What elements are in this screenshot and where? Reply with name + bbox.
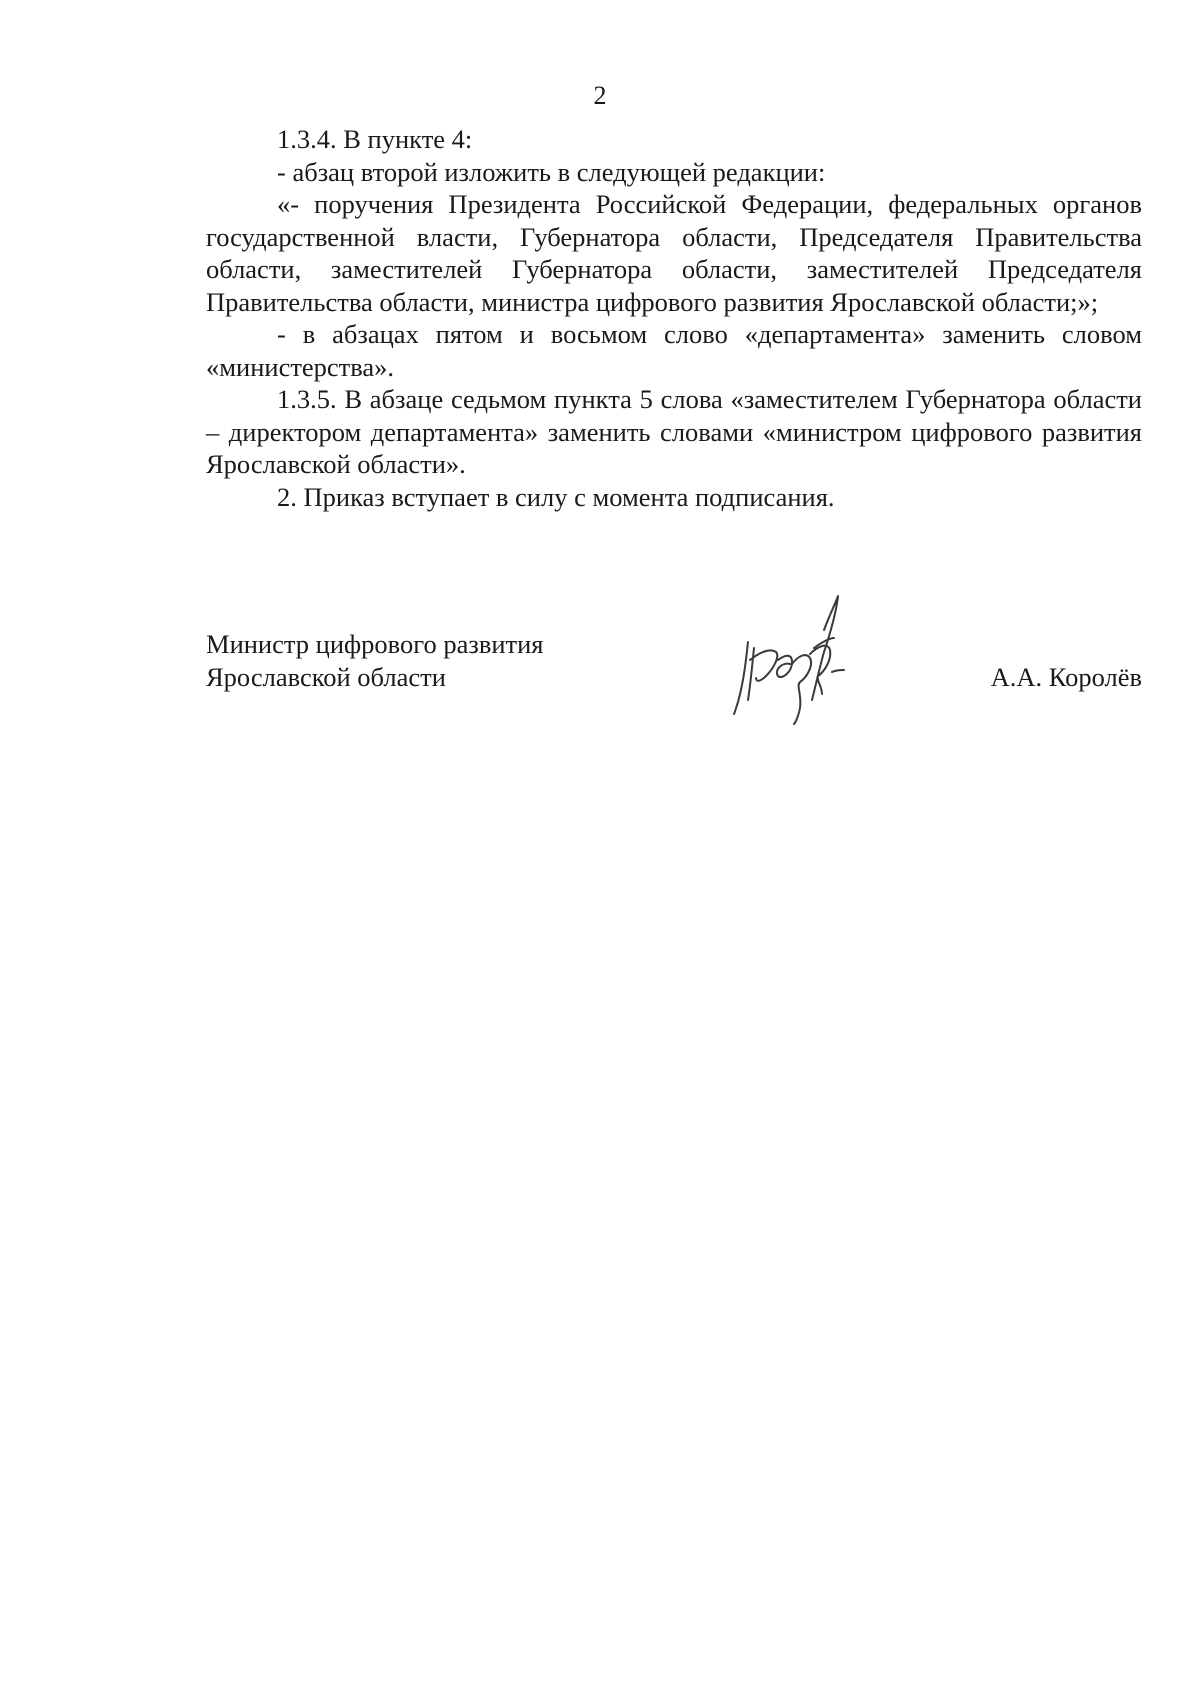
- signer-position-line-2: Ярославской области: [206, 662, 446, 692]
- handwritten-signature-icon: [726, 590, 876, 730]
- paragraph-1-3-4: 1.3.4. В пункте 4:: [277, 124, 473, 154]
- signer-position: [206, 628, 543, 694]
- paragraph-1-3-5: 1.3.5. В абзаце седьмом пункта 5 слова «заместителем Губернатора области – директором департамента» заменить словами «министром цифрового развития Ярославской области».: [206, 384, 1142, 479]
- paragraph-abzac-second: - абзац второй изложить в следующей редакции:: [277, 156, 826, 187]
- paragraph-abzac-replace: - в абзацах пятом и восьмом слово «департамента» заменить словом «министерства».: [206, 319, 1142, 382]
- document-body: [206, 123, 1142, 513]
- paragraph-quoted-text: «- поручения Президента Российской Федерации, федеральных органов государственной власти, Губернатора области, Председателя Правительства области, заместителей Губернатора области, заместителей Председателя Правительства области, министра цифрового развития Ярославской области;»;: [206, 189, 1142, 317]
- page-number: 2: [593, 81, 607, 110]
- signer-name: А.А. Королёв: [990, 662, 1142, 692]
- paragraph-effective: 2. Приказ вступает в силу с момента подписания.: [277, 481, 835, 512]
- signature-block: [206, 628, 1142, 748]
- signer-position-line-1: Министр цифрового развития: [206, 629, 544, 659]
